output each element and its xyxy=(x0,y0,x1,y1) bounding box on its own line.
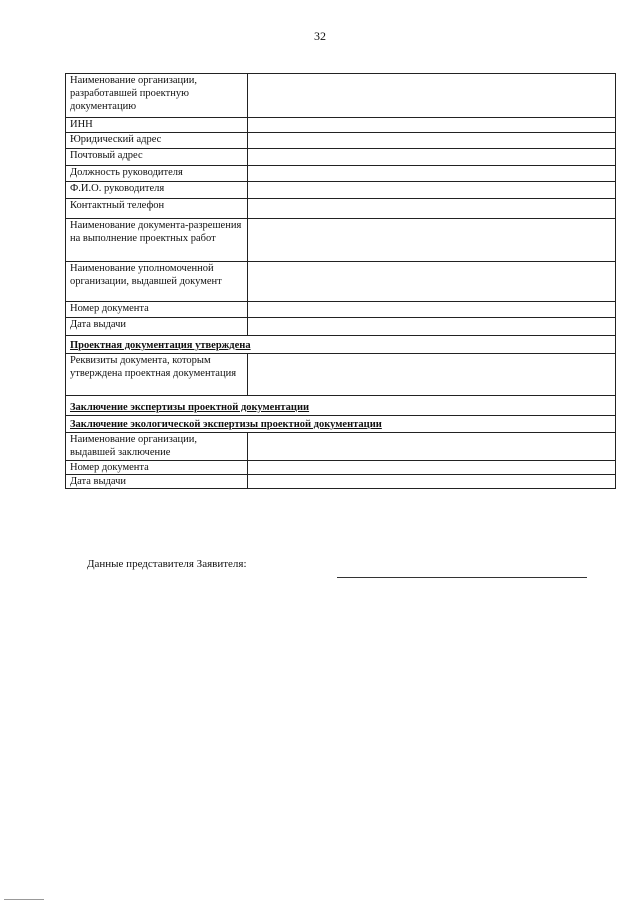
table-row xyxy=(66,336,616,354)
section-heading-eco-expertise: Заключение экологической экспертизы проектной документации xyxy=(66,416,616,433)
row-label-director-position: Должность руководителя xyxy=(66,166,248,182)
row-label-postal-address: Почтовый адрес xyxy=(66,149,248,166)
table-row xyxy=(66,199,616,219)
table-row xyxy=(66,74,616,118)
row-value-contact-phone[interactable] xyxy=(248,199,616,219)
table-row xyxy=(66,133,616,149)
row-value-conclusion-org[interactable] xyxy=(248,433,616,461)
row-label-director-name: Ф.И.О. руководителя xyxy=(66,182,248,199)
row-value-developer-org[interactable] xyxy=(248,74,616,118)
row-value-permit-document[interactable] xyxy=(248,219,616,262)
row-label-issuing-org: Наименование уполномоченной организации, выдавшей документ xyxy=(66,262,248,302)
table-row xyxy=(66,433,616,461)
table-row xyxy=(66,118,616,133)
table-row xyxy=(66,262,616,302)
table-row xyxy=(66,396,616,416)
row-value-document-number[interactable] xyxy=(248,302,616,318)
row-value-issue-date[interactable] xyxy=(248,318,616,336)
table-row xyxy=(66,302,616,318)
row-label-permit-document: Наименование документа-разрешения на выполнение проектных работ xyxy=(66,219,248,262)
row-label-document-number: Номер документа xyxy=(66,302,248,318)
table-row xyxy=(66,182,616,199)
row-value-conclusion-date[interactable] xyxy=(248,475,616,489)
table-row xyxy=(66,416,616,433)
table-row xyxy=(66,219,616,262)
row-value-approval-details[interactable] xyxy=(248,354,616,396)
row-label-issue-date: Дата выдачи xyxy=(66,318,248,336)
row-label-conclusion-number: Номер документа xyxy=(66,461,248,475)
table-row xyxy=(66,166,616,182)
table-row xyxy=(66,318,616,336)
section-heading-approved: Проектная документация утверждена xyxy=(66,336,616,354)
row-value-issuing-org[interactable] xyxy=(248,262,616,302)
table-row xyxy=(66,461,616,475)
row-value-director-name[interactable] xyxy=(248,182,616,199)
row-label-legal-address: Юридический адрес xyxy=(66,133,248,149)
section-heading-expertise: Заключение экспертизы проектной документации xyxy=(66,396,616,416)
organization-form-table xyxy=(65,73,616,489)
page-number: 32 xyxy=(314,29,326,43)
row-label-developer-org: Наименование организации, разработавшей проектную документацию xyxy=(66,74,248,118)
row-value-legal-address[interactable] xyxy=(248,133,616,149)
row-label-inn: ИНН xyxy=(66,118,248,133)
table-row xyxy=(66,354,616,396)
representative-signature-line[interactable] xyxy=(337,577,587,578)
row-value-inn[interactable] xyxy=(248,118,616,133)
table-row xyxy=(66,149,616,166)
row-label-conclusion-org: Наименование организации, выдавшей заключение xyxy=(66,433,248,461)
row-value-postal-address[interactable] xyxy=(248,149,616,166)
table-row xyxy=(66,475,616,489)
row-label-contact-phone: Контактный телефон xyxy=(66,199,248,219)
row-label-conclusion-date: Дата выдачи xyxy=(66,475,248,489)
row-label-approval-details: Реквизиты документа, которым утверждена проектная документация xyxy=(66,354,248,396)
scan-corner-mark xyxy=(4,899,44,900)
row-value-conclusion-number[interactable] xyxy=(248,461,616,475)
row-value-director-position[interactable] xyxy=(248,166,616,182)
representative-label: Данные представителя Заявителя: xyxy=(87,558,247,570)
